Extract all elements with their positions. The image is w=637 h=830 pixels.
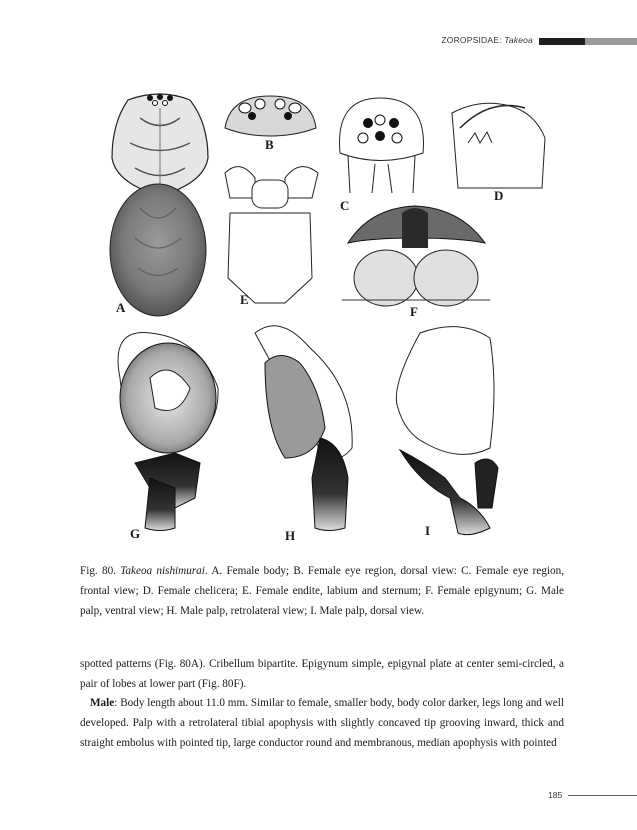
male-description: : Body length about 11.0 mm. Similar to female, smaller body, body color darker, legs long and well developed. Palp with a retrolateral tibial apophysis with slightly concaved tip grooving inward, thick and straight embolus with pointed tip, large conductor round and membranous, median apophysis with pointed (80, 697, 564, 749)
caption-fig-number: Fig. 80. (80, 565, 116, 577)
body-text (80, 655, 564, 754)
drawing-c-eye-region-frontal (340, 98, 424, 193)
body-paragraph-1: spotted patterns (Fig. 80A). Cribellum bipartite. Epigynum simple, epigynal plate at center semi-circled, a pair of lobes at lower part (Fig. 80F). (80, 658, 564, 690)
drawing-i-male-palp-dorsal (396, 327, 498, 535)
running-header (0, 34, 637, 48)
figure-label-i: I (425, 523, 431, 538)
figure-label-a: A (116, 300, 126, 315)
figure-label-h: H (285, 528, 296, 543)
figure-label-b: B (265, 137, 274, 152)
drawing-e-endite-labium-sternum (225, 167, 318, 303)
caption-text: . A. Female body; B. Female eye region, dorsal view: C. Female eye region, frontal view; D. Female chelicera; E. Female endite, labium and sternum; F. Female epigynum; G. Male palp, ventral view; H. Male palp, retrolateral view; I. Male palp, dorsal view. (80, 565, 565, 617)
male-heading: Male (90, 697, 115, 710)
footer-rule (568, 795, 637, 796)
figure-label-g: G (130, 526, 141, 541)
drawing-b-eye-region-dorsal (225, 96, 316, 136)
figure-label-f: F (410, 304, 418, 319)
drawing-g-male-palp-ventral (118, 333, 218, 531)
figure-label-d: D (494, 188, 504, 203)
drawing-h-male-palp-retrolateral (255, 326, 352, 531)
drawing-f-epigynum (342, 206, 490, 306)
drawing-d-chelicera (452, 103, 545, 188)
figure-label-e: E (240, 292, 249, 307)
header-genus: Takeoa (504, 35, 533, 45)
figure-illustrations (80, 88, 560, 548)
body-paragraph-2 (80, 694, 564, 753)
header-text (441, 35, 533, 45)
caption-species: Takeoa nishimurai (120, 565, 205, 577)
figure-caption (80, 561, 564, 621)
header-family: ZOROPSIDAE: (441, 35, 502, 45)
drawing-a-female-body (110, 94, 208, 316)
figure-label-c: C (340, 198, 350, 213)
page-number: 185 (548, 790, 563, 800)
header-bar-dark (539, 38, 585, 45)
header-bar-light (585, 38, 637, 45)
figure-plate (80, 88, 560, 548)
